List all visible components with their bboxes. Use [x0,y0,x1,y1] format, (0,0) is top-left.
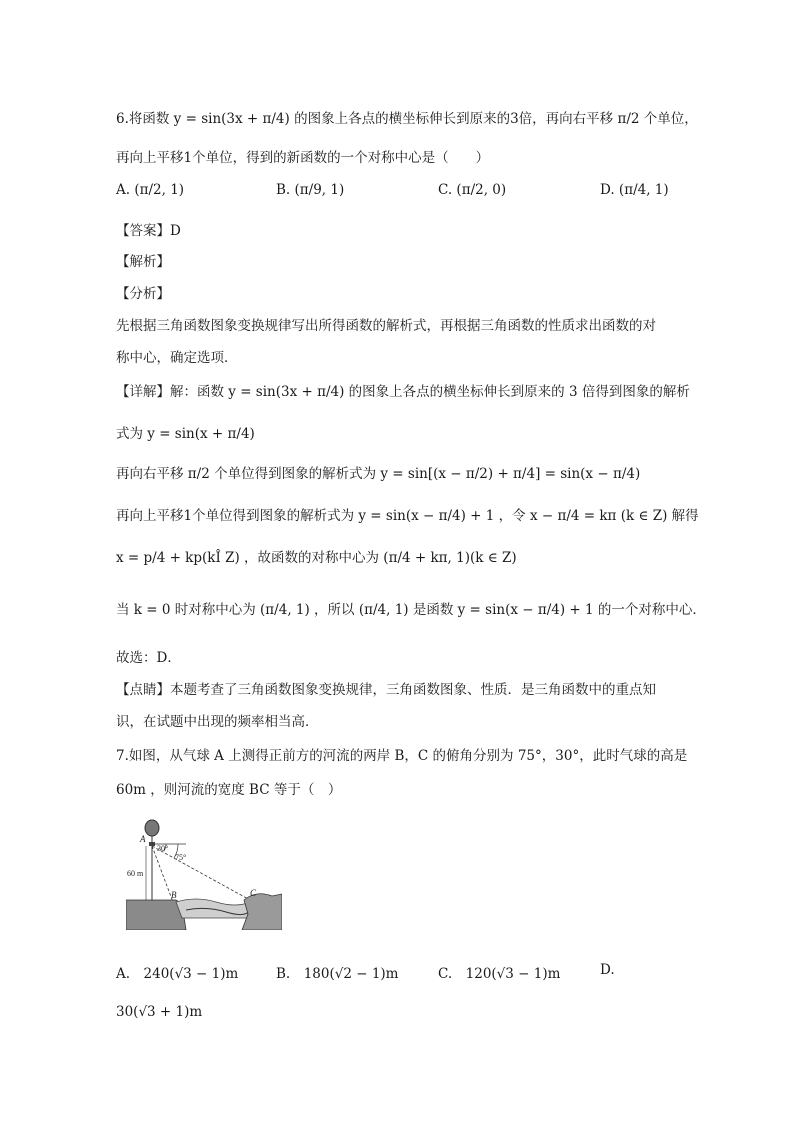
q7-option-d-value: 30(√3 + 1)m [116,1004,203,1020]
q6-analysis-line1: 先根据三角函数图象变换规律写出所得函数的解析式，再根据三角函数的性质求出函数的对 [116,318,656,334]
q7-option-c: C. 120(√3 − 1)m [438,966,561,982]
figure-height-label: 60 m [127,869,144,878]
q6-detail-conclusion: 故选：D． [116,650,181,666]
figure-label-c: C [250,888,257,898]
q6-detail-line6: 当 k = 0 时对称中心为 (π/4, 1) ，所以 (π/4, 1) 是函数 y = sin(x − π/4) + 1 的一个对称中心． [116,602,706,618]
q6-remark-line2: 识，在试题中出现的频率相当高． [116,714,319,730]
balloon-icon [145,820,159,836]
q6-stem-line2: 再向上平移1个单位，得到的新函数的一个对称中心是（ ） [116,150,490,166]
q6-jiexi-heading: 【解析】 [116,254,170,270]
figure-label-a: A [140,834,146,844]
figure-label-b: B [171,890,177,900]
q6-detail-line4: 再向上平移1个单位得到图象的解析式为 y = sin(x − π/4) + 1 ，令 x − π/4 = kπ (k ∈ Z) 解得 [116,508,699,524]
balloon-river-figure [126,818,282,934]
q7-stem-line2: 60m ，则河流的宽度 BC 等于（ ） [116,782,342,798]
q6-analysis-line2: 称中心，确定选项． [116,350,238,366]
q6-detail-line2: 式为 y = sin(x + π/4) [116,426,255,442]
figure-angle-75: 75° [175,853,187,862]
q7-stem-line1: 7.如图，从气球 A 上测得正前方的河流的两岸 B，C 的俯角分别为 75°，30°，此时气球的高是 [116,748,688,764]
figure-angle-30: 30° [157,844,169,853]
q6-stem-line1: 6.将函数 y = sin(3x + π/4) 的图象上各点的横坐标伸长到原来的3倍，再向右平移 π/2 个单位， [116,111,698,127]
q6-detail-line5: x = p/4 + kp(kÎ Z) ，故函数的对称中心为 (π/4 + kπ, 1)(k ∈ Z) [116,550,517,566]
q6-option-d: D. (π/4, 1) [600,182,669,198]
q7-option-b: B. 180(√2 − 1)m [276,966,399,982]
q6-answer: 【答案】D [116,223,181,239]
q6-detail-line1: 【详解】解：函数 y = sin(3x + π/4) 的图象上各点的横坐标伸长到原来的 3 倍得到图象的解析 [116,384,690,400]
q7-option-d: D. [600,962,615,978]
q6-remark-line1: 【点睛】本题考查了三角函数图象变换规律，三角函数图象、性质．是三角函数中的重点知 [116,682,656,698]
q6-option-c: C. (π/2, 0) [438,182,507,198]
q6-detail-line3: 再向右平移 π/2 个单位得到图象的解析式为 y = sin[(x − π/2) + π/4] = sin(x − π/4) [116,466,641,482]
q7-option-a: A. 240(√3 − 1)m [116,966,239,982]
q6-fenxi-heading: 【分析】 [116,286,170,302]
q6-option-b: B. (π/9, 1) [276,182,345,198]
q6-option-a: A. (π/2, 1) [116,182,185,198]
